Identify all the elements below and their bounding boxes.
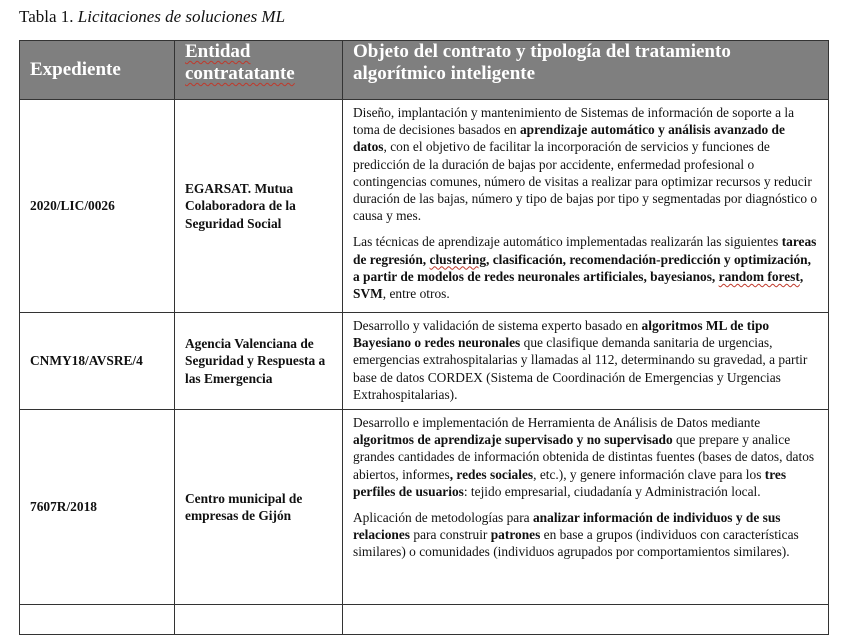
cell-expediente: 2020/LIC/0026 <box>20 100 175 313</box>
text-run: para construir <box>410 527 491 543</box>
cell-objeto <box>343 410 829 605</box>
cell-entidad: Centro municipal de empresas de Gijón <box>175 410 343 605</box>
text-run-bold: , clasificación, recomendación-predicción y optimización, a partir de modelos de redes neuronales artificiales, bayesianos, <box>353 251 811 284</box>
text-run: Aplicación de metodologías para <box>353 510 533 526</box>
table-row-partial <box>20 605 829 635</box>
cell-objeto <box>343 605 829 635</box>
cell-objeto <box>343 100 829 313</box>
text-run: Desarrollo e implementación de Herramienta de Análisis de Datos mediante <box>353 415 761 431</box>
objeto-paragraph <box>353 233 818 302</box>
table-header-row <box>20 41 829 100</box>
header-objeto: Objeto del contrato y tipología del tratamiento algorítmico inteligente <box>343 41 829 100</box>
text-run-bold: analizar información de individuos y de sus relaciones <box>353 510 781 543</box>
text-run: , etc.), y genere información clave para los <box>533 466 765 482</box>
text-run-bold: tareas de regresión, <box>353 234 817 267</box>
tenders-table <box>19 40 829 635</box>
text-run: Las técnicas de aprendizaje automático implementadas realizarán las siguientes <box>353 234 782 250</box>
text-run: Diseño, implantación y mantenimiento de Sistemas de información de soporte a la toma de decisiones basados en <box>353 105 795 138</box>
table-row <box>20 313 829 410</box>
header-entidad-text: Entidad contratatante <box>185 41 295 84</box>
text-run: que prepare y analice grandes cantidades de información obtenida de distintas fuentes (bases de datos, datos abiertos, informes <box>353 432 815 482</box>
table-row <box>20 410 829 605</box>
text-run-bold: , redes sociales <box>449 466 534 482</box>
objeto-paragraph <box>353 104 818 224</box>
objeto-paragraph <box>353 317 818 403</box>
table-caption <box>19 6 285 28</box>
cell-entidad: EGARSAT. Mutua Colaboradora de la Seguridad Social <box>175 100 343 313</box>
text-run: , entre otros. <box>382 286 450 302</box>
cell-entidad: Agencia Valenciana de Seguridad y Respuesta a las Emergencia <box>175 313 343 410</box>
cell-expediente: 7607R/2018 <box>20 410 175 605</box>
cell-expediente: CNMY18/AVSRE/4 <box>20 313 175 410</box>
text-run-bold: patrones <box>490 527 541 543</box>
text-run-bold: tres perfiles de usuarios <box>353 466 787 499</box>
text-run-bold: random forest <box>718 268 800 284</box>
cell-expediente <box>20 605 175 635</box>
header-expediente: Expediente <box>20 41 175 100</box>
text-run: en base a grupos (individuos con características similares) o comunidades (individuos agrupados por comportamientos similares). <box>353 527 799 560</box>
objeto-paragraph <box>353 414 818 500</box>
text-run-bold: algoritmos ML de tipo Bayesiano o redes neuronales <box>353 318 770 351</box>
text-run: , con el objetivo de facilitar la incorporación de servicios y funciones de predicción de la duración de bajas por accidente, enfermedad profesional o contingencias comunes, número de visitas a realizar para optimizar recursos y reducir duración de las bajas, número y tipo de bajas por tipo y segmentadas por diagnóstico o causa y mes. <box>353 139 818 224</box>
text-run-bold: clustering <box>429 251 487 267</box>
text-run-bold: aprendizaje automático y análisis avanzado de datos <box>353 122 785 155</box>
caption-prefix: Tabla 1. <box>19 7 78 26</box>
text-run-bold: , SVM <box>353 268 804 302</box>
cell-objeto <box>343 313 829 410</box>
caption-title: Licitaciones de soluciones ML <box>77 7 286 26</box>
cell-entidad <box>175 605 343 635</box>
text-run: Desarrollo y validación de sistema experto basado en <box>353 318 642 333</box>
text-run: que clasifique demanda sanitaria de urgencias, emergencias extrahospitalarias y llamadas al 112, determinando su gravedad, a partir base de datos CORDEX (Sistema de Coordinación de Emergencias y Urgencias Extrahospitalarias). <box>353 335 808 402</box>
table-row <box>20 100 829 313</box>
text-run: : tejido empresarial, ciudadanía y Administración local. <box>463 483 761 499</box>
text-run-bold: algoritmos de aprendizaje supervisado y no supervisado <box>353 432 673 448</box>
objeto-paragraph <box>353 509 818 561</box>
header-entidad <box>175 41 343 100</box>
